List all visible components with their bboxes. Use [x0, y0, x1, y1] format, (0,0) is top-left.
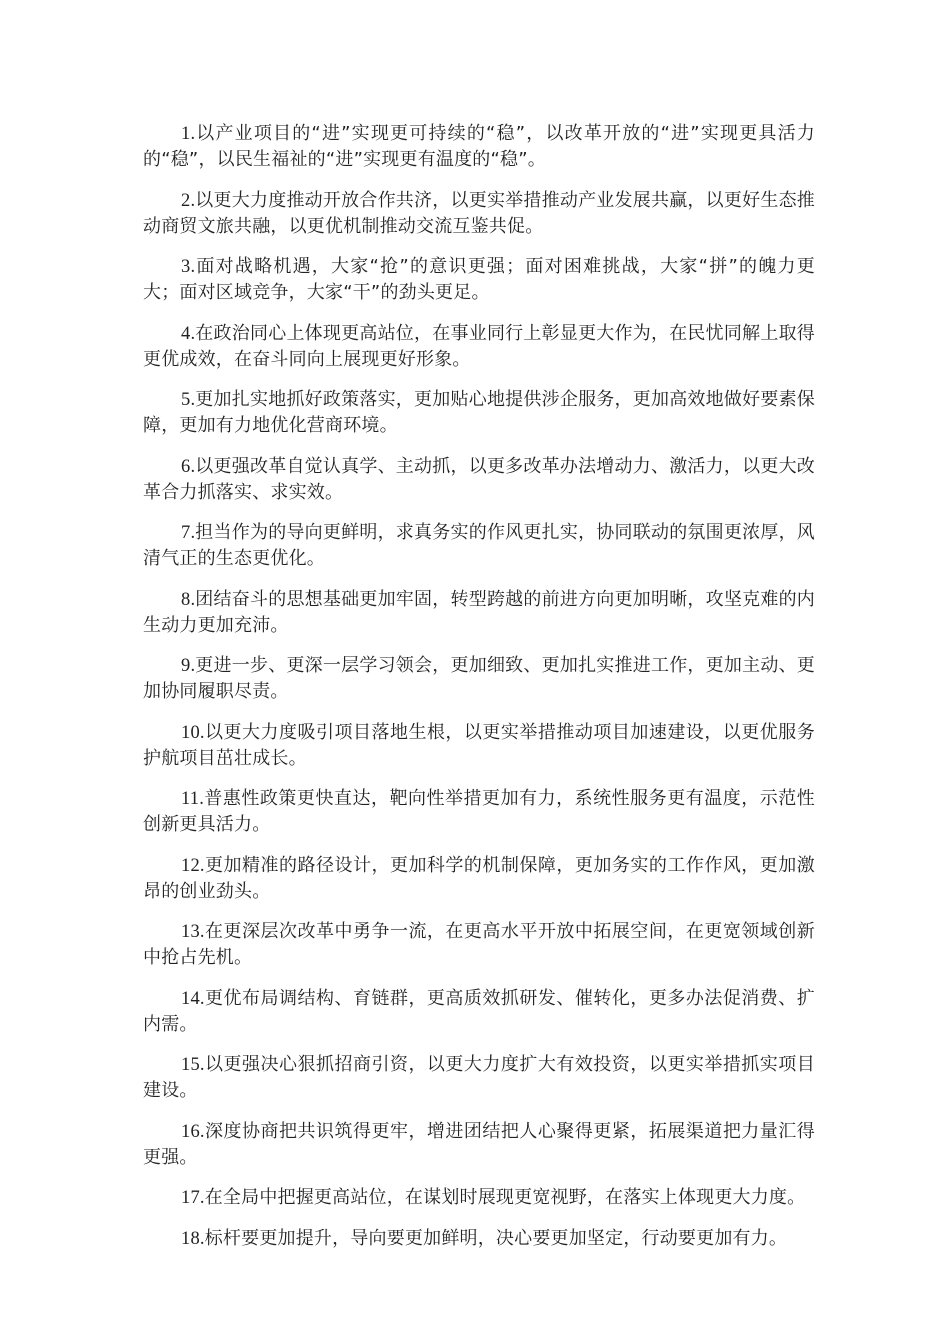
paragraph-number: 15.: [181, 1055, 205, 1075]
paragraph-text: 担当作为的导向更鲜明，求真务实的作风更扎实，协同联动的氛围更浓厚，风清气正的生态更优化。: [143, 522, 815, 569]
paragraph-number: 10.: [181, 722, 205, 743]
paragraph-11: [143, 786, 815, 838]
paragraph-text: 以更大力度推动开放合作共济，以更实举措推动产业发展共赢，以更好生态推动商贸文旅共融，以更优机制推动交流互鉴共促。: [143, 189, 815, 237]
paragraph-number: 11.: [181, 789, 205, 809]
paragraph-number: 1.: [181, 124, 196, 144]
paragraph-text: 面对战略机遇，大家“抢”的意识更强；面对困难挑战，大家“拼”的魄力更大；面对区域竞争，大家“干”的劲头更足。: [143, 256, 815, 303]
paragraph-number: 14.: [181, 988, 205, 1009]
paragraph-text: 深度协商把共识筑得更牢，增进团结把人心聚得更紧，拓展渠道把力量汇得更强。: [143, 1120, 815, 1168]
paragraph-text: 标杆要更加提升，导向要更加鲜明，决心要更加坚定，行动要更加有力。: [204, 1227, 788, 1249]
paragraph-text: 以更大力度吸引项目落地生根，以更实举措推动项目加速建设，以更优服务护航项目茁壮成长。: [143, 721, 815, 769]
paragraph-number: 8.: [181, 589, 196, 610]
paragraph-number: 5.: [181, 390, 196, 410]
paragraph-number: 6.: [181, 456, 196, 477]
paragraph-10: [143, 720, 815, 772]
paragraph-number: 3.: [181, 257, 196, 277]
paragraph-text: 更进一步、更深一层学习领会，更加细致、更加扎实推进工作，更加主动、更加协同履职尽责。: [143, 655, 815, 702]
paragraph-13: [143, 919, 815, 971]
paragraph-number: 16.: [181, 1121, 205, 1142]
paragraph-8: [143, 587, 815, 639]
paragraph-text: 更优布局调结构、育链群，更高质效抓研发、催转化，更多办法促消费、扩内需。: [143, 987, 815, 1035]
paragraph-number: 18.: [181, 1228, 205, 1249]
document-body: [143, 121, 815, 1266]
paragraph-number: 12.: [181, 855, 205, 876]
paragraph-3: [143, 254, 815, 306]
paragraph-text: 以更强决心狠抓招商引资，以更大力度扩大有效投资，以更实举措抓实项目建设。: [143, 1054, 815, 1101]
paragraph-16: [143, 1119, 815, 1171]
paragraph-1: [143, 121, 815, 173]
paragraph-text: 在政治同心上体现更高站位，在事业同行上彰显更大作为，在民忧同解上取得更优成效，在奋斗同向上展现更好形象。: [143, 322, 815, 370]
paragraph-text: 普惠性政策更快直达，靶向性举措更加有力，系统性服务更有温度，示范性创新更具活力。: [143, 788, 815, 835]
paragraph-text: 更加扎实地抓好政策落实，更加贴心地提供涉企服务，更加高效地做好要素保障，更加有力地优化营商环境。: [143, 389, 815, 436]
paragraph-number: 4.: [181, 323, 196, 344]
paragraph-number: 2.: [181, 190, 196, 211]
paragraph-number: 13.: [181, 922, 205, 942]
paragraph-number: 7.: [181, 523, 196, 543]
paragraph-text: 更加精准的路径设计，更加科学的机制保障，更加务实的工作作风，更加激昂的创业劲头。: [143, 854, 815, 902]
paragraph-7: [143, 520, 815, 572]
paragraph-5: [143, 387, 815, 439]
paragraph-text: 以产业项目的“进”实现更可持续的“稳”，以改革开放的“进”实现更具活力的“稳”，以民生福祉的“进”实现更有温度的“稳”。: [143, 123, 815, 170]
paragraph-15: [143, 1052, 815, 1104]
paragraph-12: [143, 853, 815, 905]
paragraph-text: 在全局中把握更高站位，在谋划时展现更宽视野，在落实上体现更大力度。: [204, 1187, 806, 1208]
paragraph-14: [143, 986, 815, 1038]
paragraph-number: 17.: [181, 1188, 205, 1208]
paragraph-2: [143, 188, 815, 240]
paragraph-text: 在更深层次改革中勇争一流，在更高水平开放中拓展空间，在更宽领域创新中抢占先机。: [143, 921, 815, 968]
paragraph-text: 团结奋斗的思想基础更加牢固，转型跨越的前进方向更加明晰，攻坚克难的内生动力更加充沛。: [143, 588, 815, 636]
paragraph-4: [143, 321, 815, 373]
paragraph-6: [143, 454, 815, 506]
paragraph-18: [143, 1226, 815, 1252]
paragraph-9: [143, 653, 815, 705]
paragraph-17: [143, 1185, 815, 1211]
paragraph-text: 以更强改革自觉认真学、主动抓，以更多改革办法增动力、激活力，以更大改革合力抓落实、求实效。: [143, 455, 815, 503]
paragraph-number: 9.: [181, 656, 196, 676]
